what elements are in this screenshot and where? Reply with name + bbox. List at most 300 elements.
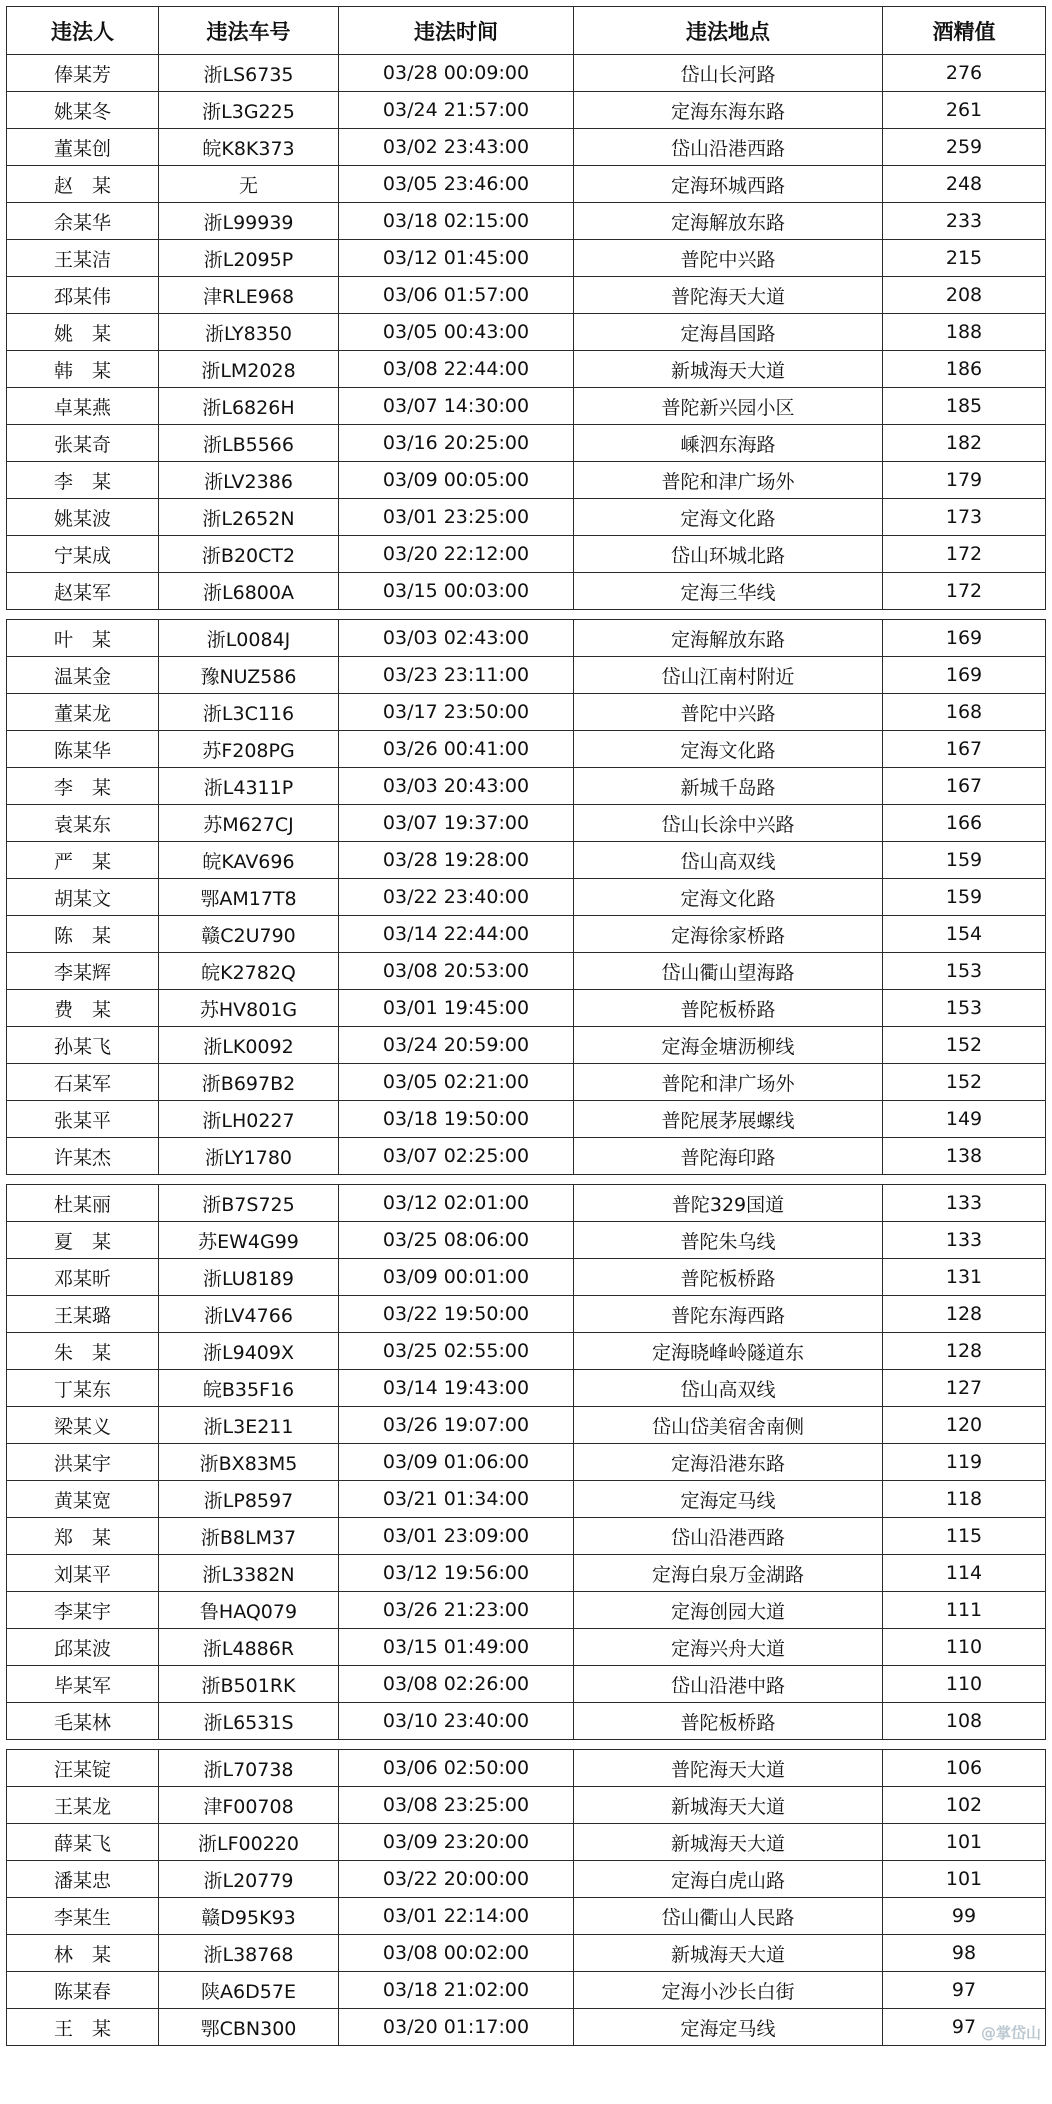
cell-location: 新城海天大道 <box>574 1824 883 1861</box>
cell-violator: 胡某文 <box>7 879 159 916</box>
table-row <box>7 1259 1046 1296</box>
cell-violator: 梁某义 <box>7 1407 159 1444</box>
cell-location: 岱山衢山人民路 <box>574 1898 883 1935</box>
table-row <box>7 694 1046 731</box>
violation-table <box>6 6 1046 2046</box>
table-row <box>7 1444 1046 1481</box>
cell-time: 03/14 22:44:00 <box>339 916 574 953</box>
cell-location: 定海创园大道 <box>574 1592 883 1629</box>
cell-time: 03/08 20:53:00 <box>339 953 574 990</box>
cell-location: 定海定马线 <box>574 2009 883 2046</box>
cell-time: 03/05 23:46:00 <box>339 166 574 203</box>
cell-alcohol: 182 <box>883 425 1046 462</box>
cell-time: 03/18 21:02:00 <box>339 1972 574 2009</box>
group-separator <box>7 1740 1046 1750</box>
table-row <box>7 1824 1046 1861</box>
cell-violator: 张某平 <box>7 1101 159 1138</box>
cell-plate: 浙L6531S <box>159 1703 339 1740</box>
cell-plate: 浙B20CT2 <box>159 536 339 573</box>
cell-violator: 李 某 <box>7 462 159 499</box>
cell-alcohol: 248 <box>883 166 1046 203</box>
cell-violator: 王某璐 <box>7 1296 159 1333</box>
watermark-logo: @掌岱山 <box>980 2024 1041 2042</box>
cell-plate: 浙LV4766 <box>159 1296 339 1333</box>
cell-location: 普陀展茅展螺线 <box>574 1101 883 1138</box>
cell-time: 03/17 23:50:00 <box>339 694 574 731</box>
table-row <box>7 1027 1046 1064</box>
cell-plate: 浙L3G225 <box>159 92 339 129</box>
cell-time: 03/25 08:06:00 <box>339 1222 574 1259</box>
cell-time: 03/07 19:37:00 <box>339 805 574 842</box>
cell-alcohol: 179 <box>883 462 1046 499</box>
cell-time: 03/21 01:34:00 <box>339 1481 574 1518</box>
cell-violator: 毕某军 <box>7 1666 159 1703</box>
table-row <box>7 1629 1046 1666</box>
cell-location: 普陀和津广场外 <box>574 462 883 499</box>
cell-plate: 浙L6826H <box>159 388 339 425</box>
violation-document <box>6 6 1045 2046</box>
cell-violator: 王某龙 <box>7 1787 159 1824</box>
cell-location: 岱山岱美宿舍南侧 <box>574 1407 883 1444</box>
cell-time: 03/08 02:26:00 <box>339 1666 574 1703</box>
cell-time: 03/22 20:00:00 <box>339 1861 574 1898</box>
cell-violator: 韩 某 <box>7 351 159 388</box>
cell-time: 03/03 02:43:00 <box>339 620 574 657</box>
group-separator <box>7 610 1046 620</box>
table-row <box>7 2009 1046 2046</box>
cell-time: 03/26 00:41:00 <box>339 731 574 768</box>
table-row <box>7 1222 1046 1259</box>
cell-violator: 潘某忠 <box>7 1861 159 1898</box>
header-violator: 违法人 <box>7 7 159 55</box>
table-row <box>7 1703 1046 1740</box>
table-row <box>7 879 1046 916</box>
cell-location: 定海三华线 <box>574 573 883 610</box>
cell-plate: 浙L6800A <box>159 573 339 610</box>
cell-plate: 浙LB5566 <box>159 425 339 462</box>
cell-violator: 俸某芳 <box>7 55 159 92</box>
cell-alcohol: 108 <box>883 1703 1046 1740</box>
cell-location: 定海白泉万金湖路 <box>574 1555 883 1592</box>
cell-location: 新城海天大道 <box>574 1787 883 1824</box>
cell-location: 普陀中兴路 <box>574 694 883 731</box>
cell-location: 岱山沿港中路 <box>574 1666 883 1703</box>
cell-plate: 浙BX83M5 <box>159 1444 339 1481</box>
cell-time: 03/20 22:12:00 <box>339 536 574 573</box>
cell-alcohol: 120 <box>883 1407 1046 1444</box>
cell-plate: 豫NUZ586 <box>159 657 339 694</box>
cell-violator: 姚 某 <box>7 314 159 351</box>
cell-location: 岱山沿港西路 <box>574 129 883 166</box>
cell-violator: 黄某宽 <box>7 1481 159 1518</box>
cell-location: 岱山环城北路 <box>574 536 883 573</box>
cell-violator: 董某龙 <box>7 694 159 731</box>
table-row <box>7 55 1046 92</box>
cell-violator: 陈 某 <box>7 916 159 953</box>
cell-violator: 余某华 <box>7 203 159 240</box>
table-row <box>7 1972 1046 2009</box>
cell-plate: 浙LV2386 <box>159 462 339 499</box>
cell-plate: 浙LU8189 <box>159 1259 339 1296</box>
cell-location: 定海解放东路 <box>574 203 883 240</box>
cell-plate: 皖KAV696 <box>159 842 339 879</box>
cell-plate: 浙L99939 <box>159 203 339 240</box>
cell-alcohol: 138 <box>883 1138 1046 1175</box>
cell-alcohol: 152 <box>883 1064 1046 1101</box>
cell-plate: 浙LY1780 <box>159 1138 339 1175</box>
cell-plate: 苏EW4G99 <box>159 1222 339 1259</box>
cell-plate: 苏F208PG <box>159 731 339 768</box>
cell-location: 定海定马线 <box>574 1481 883 1518</box>
table-row <box>7 1935 1046 1972</box>
cell-alcohol: 133 <box>883 1185 1046 1222</box>
cell-plate: 浙L2652N <box>159 499 339 536</box>
cell-alcohol: 118 <box>883 1481 1046 1518</box>
table-row <box>7 92 1046 129</box>
cell-plate: 无 <box>159 166 339 203</box>
cell-violator: 王某洁 <box>7 240 159 277</box>
cell-violator: 夏 某 <box>7 1222 159 1259</box>
table-row <box>7 1592 1046 1629</box>
table-row <box>7 1185 1046 1222</box>
cell-alcohol: 110 <box>883 1629 1046 1666</box>
cell-time: 03/01 22:14:00 <box>339 1898 574 1935</box>
group-separator-cell <box>7 1740 1046 1750</box>
cell-violator: 李 某 <box>7 768 159 805</box>
cell-alcohol: 97 <box>883 1972 1046 2009</box>
table-row <box>7 277 1046 314</box>
cell-violator: 郑 某 <box>7 1518 159 1555</box>
cell-location: 新城千岛路 <box>574 768 883 805</box>
table-row <box>7 536 1046 573</box>
table-row <box>7 916 1046 953</box>
cell-alcohol: 128 <box>883 1296 1046 1333</box>
cell-time: 03/02 23:43:00 <box>339 129 574 166</box>
cell-time: 03/05 00:43:00 <box>339 314 574 351</box>
cell-alcohol: 101 <box>883 1824 1046 1861</box>
cell-plate: 浙L2095P <box>159 240 339 277</box>
cell-violator: 严 某 <box>7 842 159 879</box>
cell-violator: 林 某 <box>7 1935 159 1972</box>
cell-location: 岱山高双线 <box>574 1370 883 1407</box>
cell-alcohol: 261 <box>883 92 1046 129</box>
cell-time: 03/20 01:17:00 <box>339 2009 574 2046</box>
cell-plate: 赣C2U790 <box>159 916 339 953</box>
cell-alcohol: 101 <box>883 1861 1046 1898</box>
cell-plate: 浙LM2028 <box>159 351 339 388</box>
cell-time: 03/18 19:50:00 <box>339 1101 574 1138</box>
cell-alcohol: 153 <box>883 990 1046 1027</box>
cell-violator: 杜某丽 <box>7 1185 159 1222</box>
table-row <box>7 1101 1046 1138</box>
cell-plate: 陕A6D57E <box>159 1972 339 2009</box>
table-row <box>7 805 1046 842</box>
cell-plate: 浙L0084J <box>159 620 339 657</box>
cell-violator: 刘某平 <box>7 1555 159 1592</box>
table-row <box>7 1370 1046 1407</box>
table-row <box>7 657 1046 694</box>
cell-alcohol: 114 <box>883 1555 1046 1592</box>
cell-plate: 浙LF00220 <box>159 1824 339 1861</box>
cell-time: 03/09 23:20:00 <box>339 1824 574 1861</box>
cell-time: 03/23 23:11:00 <box>339 657 574 694</box>
cell-alcohol: 167 <box>883 768 1046 805</box>
cell-plate: 浙L3E211 <box>159 1407 339 1444</box>
cell-plate: 浙L38768 <box>159 1935 339 1972</box>
cell-location: 嵊泗东海路 <box>574 425 883 462</box>
cell-location: 普陀海印路 <box>574 1138 883 1175</box>
cell-plate: 浙B697B2 <box>159 1064 339 1101</box>
table-row <box>7 1518 1046 1555</box>
table-row <box>7 1861 1046 1898</box>
cell-alcohol: 168 <box>883 694 1046 731</box>
cell-violator: 毛某林 <box>7 1703 159 1740</box>
cell-time: 03/06 01:57:00 <box>339 277 574 314</box>
cell-location: 定海昌国路 <box>574 314 883 351</box>
cell-violator: 朱 某 <box>7 1333 159 1370</box>
cell-violator: 陈某春 <box>7 1972 159 2009</box>
cell-alcohol: 149 <box>883 1101 1046 1138</box>
header-location: 违法地点 <box>574 7 883 55</box>
cell-time: 03/24 21:57:00 <box>339 92 574 129</box>
cell-alcohol: 110 <box>883 1666 1046 1703</box>
cell-time: 03/07 14:30:00 <box>339 388 574 425</box>
cell-alcohol: 115 <box>883 1518 1046 1555</box>
cell-violator: 张某奇 <box>7 425 159 462</box>
cell-location: 新城海天大道 <box>574 1935 883 1972</box>
cell-location: 普陀中兴路 <box>574 240 883 277</box>
table-row <box>7 425 1046 462</box>
cell-violator: 叶 某 <box>7 620 159 657</box>
cell-time: 03/08 00:02:00 <box>339 1935 574 1972</box>
cell-violator: 姚某波 <box>7 499 159 536</box>
cell-violator: 许某杰 <box>7 1138 159 1175</box>
cell-time: 03/28 00:09:00 <box>339 55 574 92</box>
cell-location: 定海环城西路 <box>574 166 883 203</box>
cell-alcohol: 172 <box>883 573 1046 610</box>
cell-alcohol: 127 <box>883 1370 1046 1407</box>
cell-violator: 陈某华 <box>7 731 159 768</box>
cell-time: 03/12 02:01:00 <box>339 1185 574 1222</box>
cell-time: 03/12 19:56:00 <box>339 1555 574 1592</box>
table-row <box>7 953 1046 990</box>
cell-alcohol: 215 <box>883 240 1046 277</box>
cell-violator: 卓某燕 <box>7 388 159 425</box>
cell-time: 03/16 20:25:00 <box>339 425 574 462</box>
table-row <box>7 1555 1046 1592</box>
table-row <box>7 1750 1046 1787</box>
cell-location: 定海兴舟大道 <box>574 1629 883 1666</box>
cell-alcohol: 128 <box>883 1333 1046 1370</box>
cell-location: 定海沿港东路 <box>574 1444 883 1481</box>
table-row <box>7 388 1046 425</box>
cell-violator: 赵某军 <box>7 573 159 610</box>
table-row <box>7 499 1046 536</box>
cell-alcohol: 276 <box>883 55 1046 92</box>
cell-alcohol: 102 <box>883 1787 1046 1824</box>
cell-alcohol: 259 <box>883 129 1046 166</box>
cell-violator: 汪某锭 <box>7 1750 159 1787</box>
cell-time: 03/28 19:28:00 <box>339 842 574 879</box>
cell-location: 普陀板桥路 <box>574 1259 883 1296</box>
cell-alcohol: 154 <box>883 916 1046 953</box>
cell-plate: 浙L3382N <box>159 1555 339 1592</box>
cell-plate: 浙L70738 <box>159 1750 339 1787</box>
table-body <box>7 55 1046 2046</box>
cell-violator: 李某宇 <box>7 1592 159 1629</box>
cell-location: 定海东海东路 <box>574 92 883 129</box>
table-row <box>7 129 1046 166</box>
cell-violator: 丁某东 <box>7 1370 159 1407</box>
cell-alcohol: 167 <box>883 731 1046 768</box>
cell-time: 03/05 02:21:00 <box>339 1064 574 1101</box>
cell-location: 定海小沙长白街 <box>574 1972 883 2009</box>
cell-alcohol: 169 <box>883 620 1046 657</box>
cell-alcohol: 99 <box>883 1898 1046 1935</box>
header-alcohol: 酒精值 <box>883 7 1046 55</box>
table-row <box>7 314 1046 351</box>
cell-plate: 浙B8LM37 <box>159 1518 339 1555</box>
cell-time: 03/22 19:50:00 <box>339 1296 574 1333</box>
table-row <box>7 1064 1046 1101</box>
cell-plate: 苏M627CJ <box>159 805 339 842</box>
cell-violator: 姚某冬 <box>7 92 159 129</box>
cell-location: 普陀板桥路 <box>574 1703 883 1740</box>
cell-location: 普陀新兴园小区 <box>574 388 883 425</box>
cell-alcohol: 208 <box>883 277 1046 314</box>
table-row <box>7 842 1046 879</box>
cell-location: 普陀海天大道 <box>574 277 883 314</box>
cell-location: 定海解放东路 <box>574 620 883 657</box>
cell-time: 03/07 02:25:00 <box>339 1138 574 1175</box>
table-row <box>7 1481 1046 1518</box>
cell-time: 03/03 20:43:00 <box>339 768 574 805</box>
cell-plate: 鄂CBN300 <box>159 2009 339 2046</box>
cell-violator: 洪某宇 <box>7 1444 159 1481</box>
table-row <box>7 203 1046 240</box>
cell-location: 岱山高双线 <box>574 842 883 879</box>
cell-alcohol: 119 <box>883 1444 1046 1481</box>
table-row <box>7 990 1046 1027</box>
cell-alcohol: 98 <box>883 1935 1046 1972</box>
cell-alcohol: 172 <box>883 536 1046 573</box>
cell-violator: 李某辉 <box>7 953 159 990</box>
cell-alcohol: 166 <box>883 805 1046 842</box>
cell-plate: 浙L9409X <box>159 1333 339 1370</box>
cell-time: 03/01 23:25:00 <box>339 499 574 536</box>
table-row <box>7 1138 1046 1175</box>
cell-alcohol: 153 <box>883 953 1046 990</box>
group-separator-cell <box>7 610 1046 620</box>
cell-plate: 浙L4886R <box>159 1629 339 1666</box>
cell-violator: 薛某飞 <box>7 1824 159 1861</box>
cell-plate: 苏HV801G <box>159 990 339 1027</box>
cell-alcohol: 152 <box>883 1027 1046 1064</box>
cell-time: 03/22 23:40:00 <box>339 879 574 916</box>
cell-violator: 宁某成 <box>7 536 159 573</box>
cell-location: 普陀和津广场外 <box>574 1064 883 1101</box>
cell-time: 03/12 01:45:00 <box>339 240 574 277</box>
table-row <box>7 240 1046 277</box>
cell-time: 03/18 02:15:00 <box>339 203 574 240</box>
cell-time: 03/09 00:01:00 <box>339 1259 574 1296</box>
cell-plate: 浙LP8597 <box>159 1481 339 1518</box>
cell-violator: 孙某飞 <box>7 1027 159 1064</box>
cell-time: 03/08 23:25:00 <box>339 1787 574 1824</box>
cell-plate: 津F00708 <box>159 1787 339 1824</box>
table-row <box>7 768 1046 805</box>
cell-plate: 皖K8K373 <box>159 129 339 166</box>
cell-plate: 浙B7S725 <box>159 1185 339 1222</box>
cell-alcohol: 186 <box>883 351 1046 388</box>
table-row <box>7 1333 1046 1370</box>
cell-violator: 袁某东 <box>7 805 159 842</box>
cell-plate: 鲁HAQ079 <box>159 1592 339 1629</box>
cell-plate: 浙L4311P <box>159 768 339 805</box>
cell-plate: 浙LH0227 <box>159 1101 339 1138</box>
cell-location: 岱山长涂中兴路 <box>574 805 883 842</box>
cell-location: 岱山衢山望海路 <box>574 953 883 990</box>
cell-alcohol: 97 @掌岱山 <box>883 2009 1046 2046</box>
cell-location: 岱山沿港西路 <box>574 1518 883 1555</box>
cell-plate: 鄂AM17T8 <box>159 879 339 916</box>
cell-alcohol: 159 <box>883 879 1046 916</box>
cell-location: 定海晓峰岭隧道东 <box>574 1333 883 1370</box>
cell-location: 岱山长河路 <box>574 55 883 92</box>
cell-plate: 津RLE968 <box>159 277 339 314</box>
table-row <box>7 1898 1046 1935</box>
cell-time: 03/01 23:09:00 <box>339 1518 574 1555</box>
cell-plate: 浙L20779 <box>159 1861 339 1898</box>
table-row <box>7 351 1046 388</box>
table-row <box>7 166 1046 203</box>
cell-location: 定海文化路 <box>574 499 883 536</box>
cell-time: 03/15 00:03:00 <box>339 573 574 610</box>
group-separator <box>7 1175 1046 1185</box>
cell-location: 普陀朱乌线 <box>574 1222 883 1259</box>
cell-plate: 浙LS6735 <box>159 55 339 92</box>
table-row <box>7 620 1046 657</box>
group-separator-cell <box>7 1175 1046 1185</box>
cell-plate: 皖K2782Q <box>159 953 339 990</box>
table-row <box>7 731 1046 768</box>
cell-location: 定海金塘沥柳线 <box>574 1027 883 1064</box>
cell-violator: 邳某伟 <box>7 277 159 314</box>
table-row <box>7 1666 1046 1703</box>
cell-violator: 邱某波 <box>7 1629 159 1666</box>
cell-alcohol: 173 <box>883 499 1046 536</box>
cell-location: 定海文化路 <box>574 879 883 916</box>
table-row <box>7 573 1046 610</box>
cell-violator: 赵 某 <box>7 166 159 203</box>
cell-location: 定海徐家桥路 <box>574 916 883 953</box>
table-row <box>7 1296 1046 1333</box>
cell-plate: 浙LK0092 <box>159 1027 339 1064</box>
cell-violator: 董某创 <box>7 129 159 166</box>
cell-alcohol: 169 <box>883 657 1046 694</box>
cell-plate: 皖B35F16 <box>159 1370 339 1407</box>
header-row <box>7 7 1046 55</box>
cell-location: 普陀海天大道 <box>574 1750 883 1787</box>
cell-violator: 石某军 <box>7 1064 159 1101</box>
cell-alcohol: 106 <box>883 1750 1046 1787</box>
cell-violator: 费 某 <box>7 990 159 1027</box>
cell-time: 03/09 00:05:00 <box>339 462 574 499</box>
cell-time: 03/14 19:43:00 <box>339 1370 574 1407</box>
cell-violator: 李某生 <box>7 1898 159 1935</box>
cell-location: 岱山江南村附近 <box>574 657 883 694</box>
cell-plate: 浙L3C116 <box>159 694 339 731</box>
